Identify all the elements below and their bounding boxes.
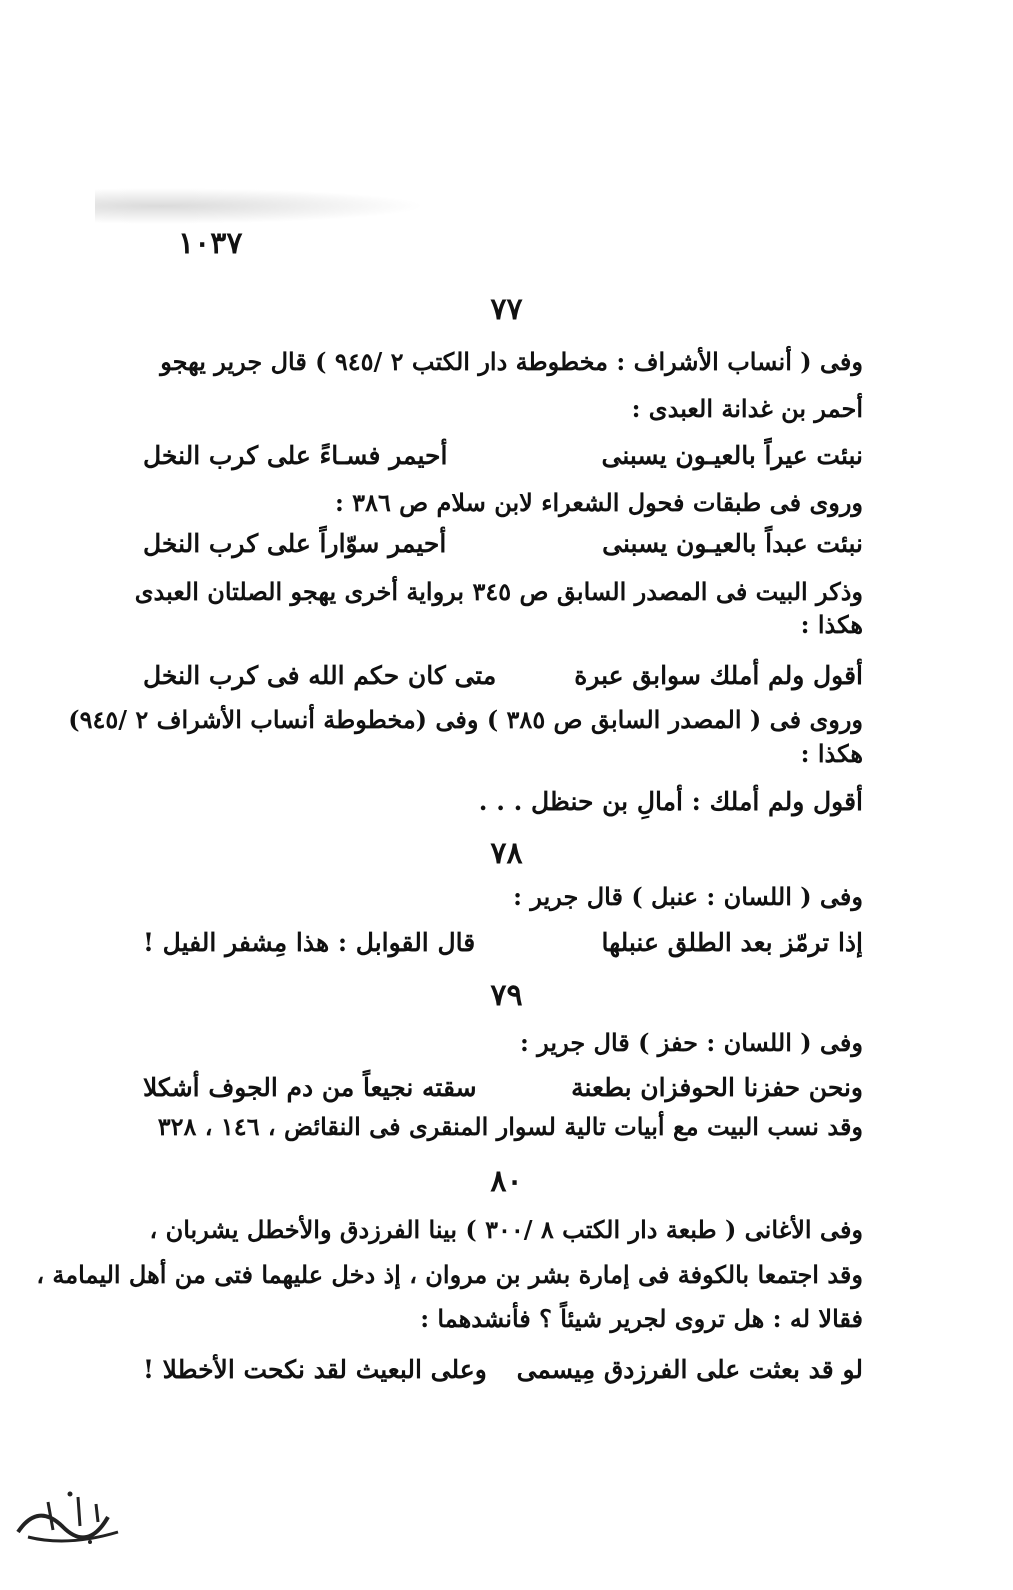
verse-hemistich-first: نبئت عيراً بالعيـون يسبنى	[601, 441, 863, 470]
section-number-78: ٧٨	[490, 836, 523, 871]
verse	[143, 782, 863, 822]
text-line: فقالا له : هل تروى لجرير شيئاً ؟ فأنشدهما :	[420, 1304, 863, 1333]
verse-hemistich-first: ونحن حفزنا الحوفزان بطعنة	[571, 1073, 863, 1102]
verse-hemistich-first: أقول ولم أملك سوابق عبرة	[574, 661, 863, 690]
verse-hemistich-first: لو قد بعثت على الفرزدق مِيسمى	[516, 1355, 863, 1384]
text-line: وروى فى طبقات فحول الشعراء لابن سلام ص ٣٨٦ :	[334, 488, 863, 517]
verse	[143, 1068, 863, 1108]
text-line: وقد اجتمعا بالكوفة فى إمارة بشر بن مروان ، إذ دخل عليهما فتى من أهل اليمامة ،	[36, 1260, 863, 1289]
text-line: أحمر بن غدانة العبدى :	[631, 394, 863, 423]
verse-hemistich-first: نبئت عبداً بالعيـون يسبنى	[602, 529, 863, 558]
scan-stain	[95, 188, 425, 224]
verse-hemistich-first: إذا ترمّز بعد الطلق عنبلها	[601, 928, 863, 957]
verse-hemistich-second: أحيمر سوّاراً على كرب النخل	[143, 529, 447, 558]
text-line: هكذا :	[800, 739, 863, 768]
calligraphy-logo-icon	[8, 1482, 128, 1552]
verse	[143, 524, 863, 564]
text-line: وفى ( اللسان : عنبل ) قال جرير :	[513, 882, 863, 911]
verse	[143, 1350, 863, 1390]
verse-hemistich-second: متى كان حكم الله فى كرب النخل	[143, 661, 497, 690]
verse-hemistich-second: وعلى البعيث لقد نكحت الأخطلا !	[143, 1355, 487, 1384]
verse-hemistich-first: أقول ولم أملك : أمالِ بن حنظل . . .	[478, 787, 863, 816]
section-number-80: ٨٠	[490, 1164, 523, 1199]
text-line: هكذا :	[800, 610, 863, 639]
verse	[143, 436, 863, 476]
text-line: وفى ( أنساب الأشراف : مخطوطة دار الكتب ٢ /٩٤٥ ) قال جرير يهجو	[160, 347, 863, 376]
text-line: وقد نسب البيت مع أبيات تالية لسوار المنقرى فى النقائض ، ١٤٦ ، ٣٢٨	[157, 1112, 863, 1141]
text-line: وفى ( اللسان : حفز ) قال جرير :	[519, 1028, 863, 1057]
verse	[143, 656, 863, 696]
section-number-77: ٧٧	[490, 292, 523, 327]
page-number: ١٠٣٧	[178, 226, 243, 261]
text-line: وفى الأغانى ( طبعة دار الكتب ٨ /٣٠٠ ) بينا الفرزدق والأخطل يشربان ،	[149, 1215, 863, 1244]
verse-hemistich-second: سقته نجيعاً من دم الجوف أشكلا	[143, 1073, 477, 1102]
verse-hemistich-second: قال القوابل : هذا مِشفر الفيل !	[143, 928, 476, 957]
section-number-79: ٧٩	[490, 978, 523, 1013]
verse-hemistich-second: أحيمر فسـاءً على كرب النخل	[143, 441, 448, 470]
text-line: وروى فى ( المصدر السابق ص ٣٨٥ ) وفى (مخطوطة أنساب الأشراف ٢ /٩٤٥)	[68, 705, 863, 734]
verse	[143, 923, 863, 963]
text-line: وذكر البيت فى المصدر السابق ص ٣٤٥ برواية أخرى يهجو الصلتان العبدى	[134, 577, 863, 606]
